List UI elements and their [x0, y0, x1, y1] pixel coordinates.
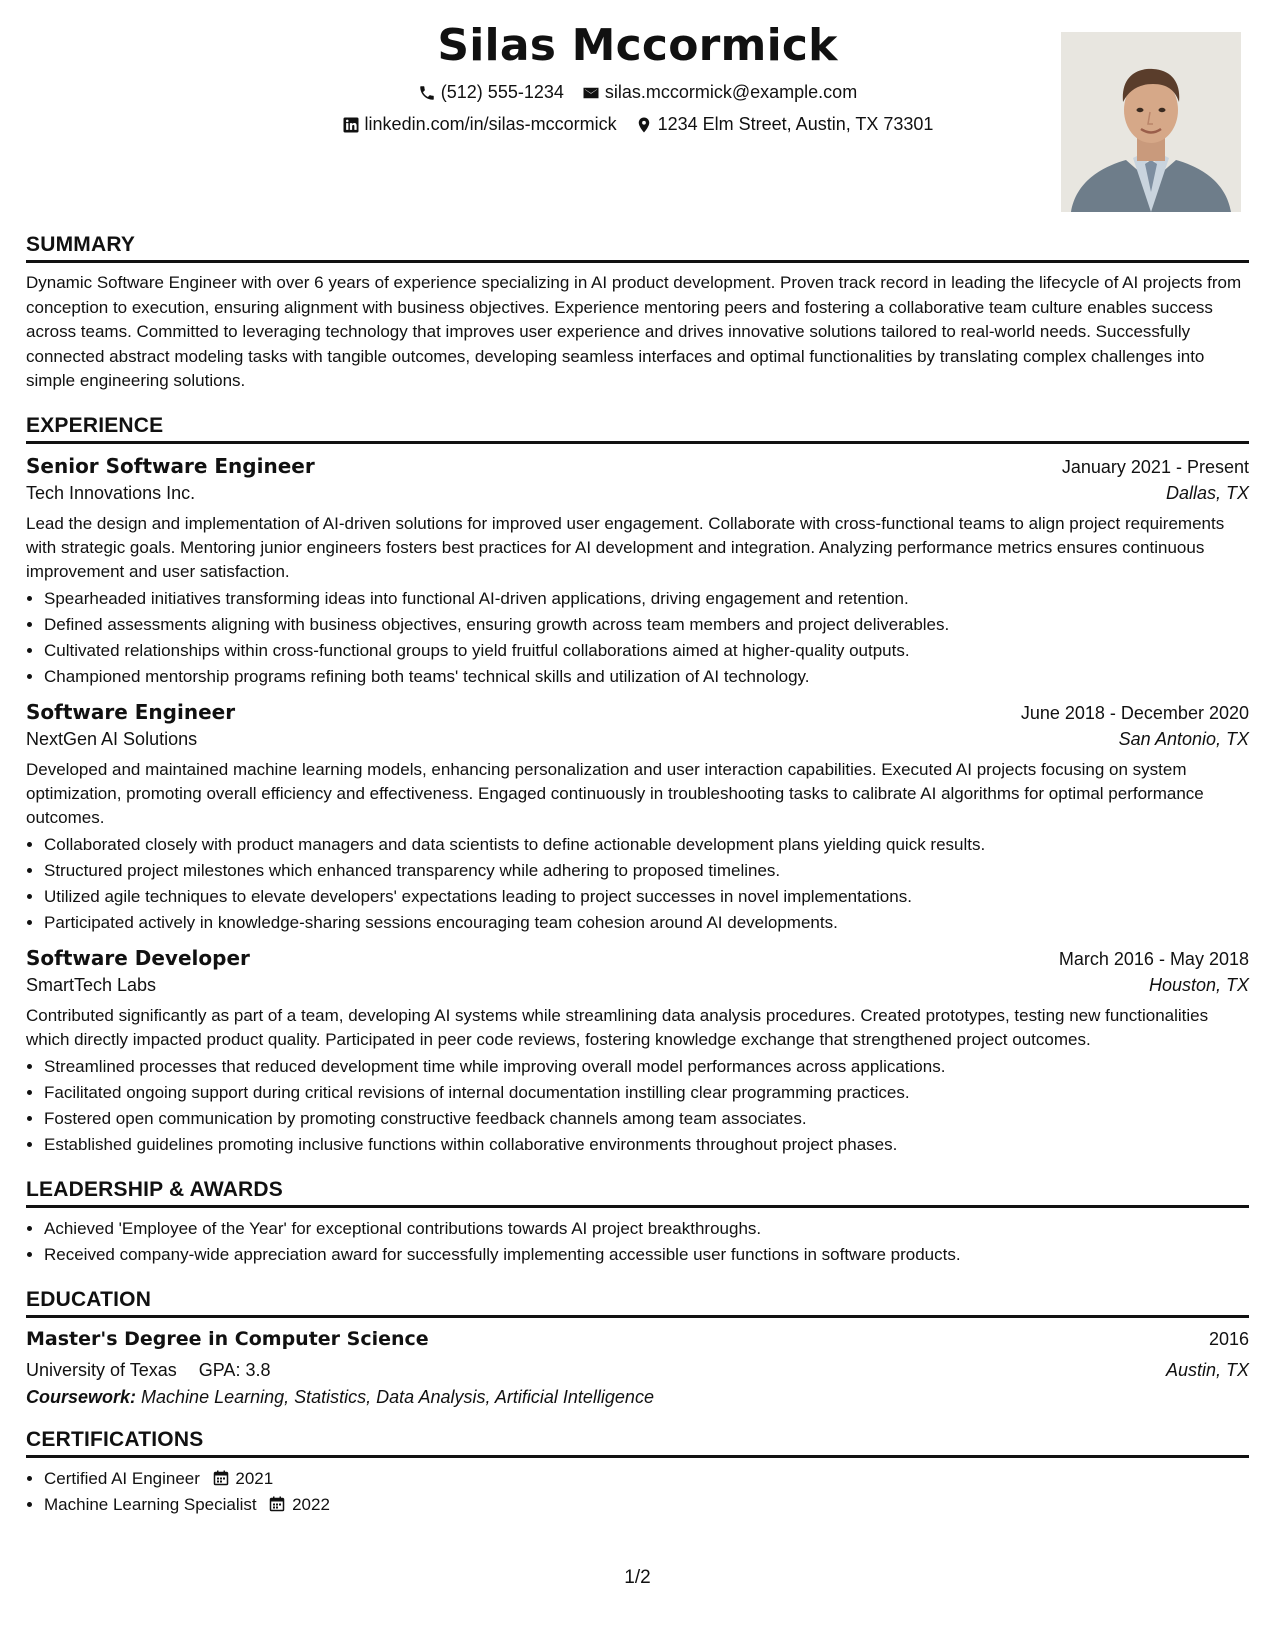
job-role: Senior Software Engineer: [26, 453, 315, 478]
list-item: [44, 1466, 1249, 1492]
job-dates: January 2021 - Present: [1061, 456, 1249, 477]
list-item: • Facilitated ongoing support during critical revisions of internal documentation instilling clear programming practices.: [44, 1080, 1249, 1106]
list-item: • Structured project milestones which enhanced transparency while adhering to proposed timelines.: [44, 858, 1249, 884]
contact-email[interactable]: [582, 82, 857, 103]
envelope-icon: [582, 84, 600, 102]
education-degree: Master's Degree in Computer Science: [26, 1327, 429, 1350]
certification-year: 2022: [292, 1494, 330, 1514]
education-location: Austin, TX: [1165, 1359, 1249, 1380]
job-company: SmartTech Labs: [26, 974, 157, 995]
list-item: • Championed mentorship programs refining both teams' technical skills and utilization of AI technology.: [44, 664, 1249, 690]
summary-title: SUMMARY: [26, 233, 1249, 263]
leadership-section: [26, 1178, 1249, 1268]
job-role: Software Developer: [26, 945, 250, 970]
list-item: • Utilized agile techniques to elevate developers' expectations leading to project successes in novel implementations.: [44, 884, 1249, 910]
resume-header: [26, 20, 1249, 225]
list-item: • Established guidelines promoting inclusive functions within collaborative environments throughout project phases.: [44, 1132, 1249, 1158]
contact-linkedin[interactable]: [342, 114, 617, 135]
coursework-label: Coursework:: [26, 1386, 137, 1407]
job-description: Developed and maintained machine learning models, enhancing personalization and user interaction capabilities. Executed AI projects focusing on system optimization, promoting overall efficiency and effectiveness. Engaged continuously in troubleshooting tasks to calibrate AI algorithms for optimal performance outcomes.: [26, 759, 1204, 827]
phone-text: (512) 555-1234: [440, 82, 564, 102]
job-location: Dallas, TX: [1165, 482, 1249, 503]
page-number: 1/2: [624, 1567, 651, 1588]
leadership-title: LEADERSHIP & AWARDS: [26, 1178, 1249, 1208]
job-role: Software Engineer: [26, 699, 236, 724]
certifications-title: CERTIFICATIONS: [26, 1428, 1249, 1458]
list-item: • Defined assessments aligning with business objectives, ensuring growth across team members and project deliverables.: [44, 612, 1249, 638]
list-item: • Achieved 'Employee of the Year' for exceptional contributions towards AI project breakthroughs.: [44, 1216, 1249, 1242]
list-item: • Participated actively in knowledge-sharing sessions encouraging team cohesion around AI developments.: [44, 910, 1249, 936]
list-item: • Streamlined processes that reduced development time while improving overall model performances across applications.: [44, 1054, 1249, 1080]
leadership-list: [26, 1216, 1249, 1268]
linkedin-icon: [342, 116, 360, 134]
job-bullets: [26, 832, 1249, 936]
contact-phone: [418, 82, 564, 103]
job-company: NextGen AI Solutions: [26, 728, 198, 749]
calendar-icon: [213, 1470, 229, 1486]
list-item: • Fostered open communication by promoting constructive feedback channels among team associates.: [44, 1106, 1249, 1132]
address-text: 1234 Elm Street, Austin, TX 73301: [657, 114, 934, 134]
profile-photo: [1061, 32, 1241, 212]
calendar-icon: [269, 1496, 285, 1512]
job-bullets: [26, 586, 1249, 690]
map-pin-icon: [635, 116, 653, 134]
list-item: • Collaborated closely with product managers and data scientists to define actionable development plans yielding quick results.: [44, 832, 1249, 858]
job-description: Lead the design and implementation of AI-driven solutions for improved user engagement. Collaborate with cross-functional teams to align project requirements with strategic goals. Mentoring junior engineers fosters best practices for AI development and integration. Analyzing performance metrics ensures continuous improvement and user satisfaction.: [26, 513, 1225, 581]
education-coursework: [26, 1387, 1249, 1408]
list-item: • Received company-wide appreciation award for successfully implementing accessible user functions in software products.: [44, 1242, 1249, 1268]
job-location: Houston, TX: [1148, 974, 1249, 995]
experience-title: EXPERIENCE: [26, 414, 1249, 444]
job-entry: [26, 700, 1249, 936]
certification-year: 2021: [235, 1468, 274, 1488]
job-company: Tech Innovations Inc.: [26, 482, 196, 503]
job-bullets: [26, 1054, 1249, 1158]
education-title: EDUCATION: [26, 1288, 1249, 1318]
certifications-section: [26, 1428, 1249, 1518]
certification-name: Certified AI Engineer: [44, 1468, 200, 1488]
certification-name: Machine Learning Specialist: [44, 1494, 257, 1514]
phone-icon: [418, 84, 436, 102]
job-entry: [26, 454, 1249, 690]
job-entry: [26, 946, 1249, 1158]
summary-section: [26, 233, 1249, 394]
summary-text: Dynamic Software Engineer with over 6 years of experience specializing in AI product development. Proven track record in leading the lifecycle of AI projects from conception to execution, ensuring alignment with business objectives. Experience mentoring peers and fostering a collaborative team culture enables success across teams. Committed to leveraging technology that improves user experience and drives innovative solutions tailored to real-world needs. Successfully connected abstract modeling tasks with tangible outcomes, developing seamless interfaces and optimal functionalities by translating complex challenges into simple engineering solutions.: [26, 273, 1242, 390]
experience-section: [26, 414, 1249, 1158]
job-location: San Antonio, TX: [1118, 728, 1249, 749]
list-item: [44, 1492, 1249, 1518]
job-description: Contributed significantly as part of a team, developing AI systems while streamlining data analysis procedures. Created prototypes, testing new functionalities which directly impacted product quality. Participated in peer code reviews, fostering knowledge exchange that strengthened project outcomes.: [26, 1005, 1209, 1049]
education-school: University of Texas: [26, 1359, 177, 1380]
coursework-text: Machine Learning, Statistics, Data Analysis, Artificial Intelligence: [141, 1386, 654, 1407]
education-year: 2016: [1208, 1328, 1249, 1349]
education-section: [26, 1288, 1249, 1408]
list-item: • Spearheaded initiatives transforming ideas into functional AI-driven applications, driving engagement and retention.: [44, 586, 1249, 612]
job-dates: June 2018 - December 2020: [1020, 702, 1249, 723]
resume-page: [26, 20, 1249, 1518]
list-item: • Cultivated relationships within cross-functional groups to yield fruitful collaborations aimed at higher-quality outputs.: [44, 638, 1249, 664]
education-gpa: GPA: 3.8: [198, 1359, 271, 1380]
portrait-image: [1061, 32, 1241, 212]
linkedin-text[interactable]: linkedin.com/in/silas-mccormick: [364, 114, 617, 134]
candidate-name: Silas Mccormick: [437, 20, 838, 71]
certifications-list: [26, 1466, 1249, 1518]
email-text[interactable]: silas.mccormick@example.com: [604, 82, 858, 102]
job-dates: March 2016 - May 2018: [1058, 948, 1249, 969]
contact-address: [635, 114, 934, 135]
